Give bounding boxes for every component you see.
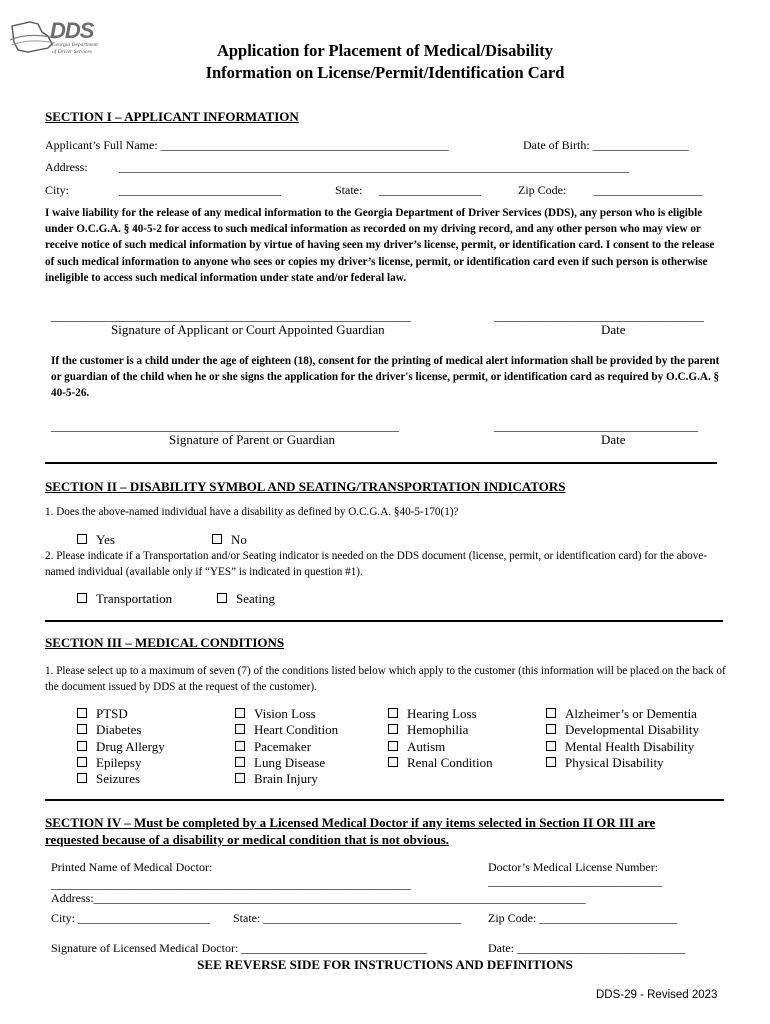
condition-label: Epilepsy: [96, 754, 142, 770]
section-divider: [45, 462, 717, 464]
zip-code-field[interactable]: __________________: [594, 183, 702, 197]
checkbox-icon: [235, 757, 245, 767]
condition-label: Drug Allergy: [96, 738, 165, 754]
condition-pacemaker-checkbox[interactable]: [235, 739, 338, 755]
checkbox-icon: [388, 708, 398, 718]
condition-label: Mental Health Disability: [565, 738, 695, 754]
doctor-printed-name-label: Printed Name of Medical Doctor:: [51, 860, 213, 874]
checkbox-icon: [546, 724, 556, 734]
medical-conditions-instructions: 1. Please select up to a maximum of seven (7) of the conditions listed below which apply to the customer (this information will be placed on the back of the document issued by DDS at the request of the customer).: [45, 665, 726, 694]
checkbox-icon: [546, 741, 556, 751]
yes-label: Yes: [96, 532, 115, 547]
condition-lung-disease-checkbox[interactable]: [235, 755, 338, 771]
doctor-date-field[interactable]: Date: ____________________________: [488, 941, 685, 955]
condition-label: Renal Condition: [407, 754, 493, 770]
checkbox-icon: [546, 708, 556, 718]
condition-autism-checkbox[interactable]: [388, 739, 493, 755]
applicant-date-line[interactable]: ___________________________________: [494, 309, 704, 323]
section-2-heading: SECTION II – DISABILITY SYMBOL AND SEATING/TRANSPORTATION INDICATORS: [45, 479, 566, 494]
checkbox-icon: [217, 593, 227, 603]
conditions-column-4: [546, 706, 699, 771]
condition-drug-allergy-checkbox[interactable]: [77, 739, 165, 755]
condition-brain-injury-checkbox[interactable]: [235, 771, 338, 787]
condition-diabetes-checkbox[interactable]: [77, 722, 165, 738]
condition-hearing-loss-checkbox[interactable]: [388, 706, 493, 722]
condition-label: Developmental Disability: [565, 722, 699, 738]
condition-label: Alzheimer’s or Dementia: [565, 706, 697, 721]
condition-label: Diabetes: [96, 722, 142, 738]
checkbox-icon: [235, 773, 245, 783]
parent-date-label: Date: [601, 432, 626, 447]
yes-checkbox[interactable]: [77, 532, 115, 548]
parent-signature-label: Signature of Parent or Guardian: [169, 432, 336, 447]
section-1-heading: SECTION I – APPLICANT INFORMATION: [45, 109, 299, 124]
checkbox-icon: [77, 757, 87, 767]
applicant-signature-line[interactable]: ____________________________________________________________: [51, 309, 411, 323]
condition-physical-disability-checkbox[interactable]: [546, 755, 699, 771]
section-divider: [45, 799, 724, 801]
condition-label: Vision Loss: [254, 706, 316, 721]
city-field[interactable]: ___________________________: [119, 183, 281, 197]
checkbox-icon: [77, 724, 87, 734]
doctor-printed-name-field[interactable]: ____________________________________________________________: [51, 877, 411, 891]
logo-subtitle-1: Georgia Department: [52, 42, 98, 48]
form-title-line-1: Application for Placement of Medical/Disability: [216, 41, 554, 60]
city-label: City:: [45, 183, 70, 197]
condition-label: Brain Injury: [254, 771, 318, 787]
form-revision-id: DDS-29 - Revised 2023: [596, 989, 718, 1001]
section-divider: [45, 620, 723, 622]
checkbox-icon: [77, 593, 87, 603]
doctor-signature-field[interactable]: Signature of Licensed Medical Doctor: _______________________________: [51, 941, 428, 955]
state-label: State:: [335, 183, 363, 197]
no-checkbox[interactable]: [212, 532, 247, 548]
seating-checkbox[interactable]: [217, 591, 275, 607]
checkbox-icon: [388, 757, 398, 767]
applicant-signature-label: Signature of Applicant or Court Appointed Guardian: [111, 322, 385, 337]
seating-label: Seating: [236, 591, 275, 606]
condition-label: Hemophilia: [407, 722, 469, 738]
condition-alzheimers-checkbox[interactable]: [546, 706, 699, 722]
applicant-full-name-field[interactable]: Applicant’s Full Name: ________________________________________________: [45, 138, 449, 152]
checkbox-icon: [388, 724, 398, 734]
checkbox-icon: [77, 741, 87, 751]
checkbox-icon: [77, 708, 87, 718]
condition-renal-condition-checkbox[interactable]: [388, 755, 493, 771]
zip-code-label: Zip Code:: [518, 183, 567, 197]
parent-signature-line[interactable]: __________________________________________________________: [51, 419, 399, 433]
section-4-heading-line-2: requested because of a disability or medical condition that is not obvious.: [45, 832, 449, 847]
condition-heart-condition-checkbox[interactable]: [235, 722, 338, 738]
condition-label: Physical Disability: [565, 754, 664, 770]
logo-text: DDS: [50, 18, 94, 43]
doctor-state-field[interactable]: State: _________________________________: [233, 911, 462, 925]
condition-label: Hearing Loss: [407, 706, 477, 721]
doctor-license-number-label: Doctor’s Medical License Number:: [488, 860, 659, 874]
conditions-column-3: [388, 706, 493, 771]
applicant-date-label: Date: [601, 322, 626, 337]
doctor-license-number-field[interactable]: _____________________________: [488, 874, 662, 888]
conditions-column-2: [235, 706, 338, 787]
condition-vision-loss-checkbox[interactable]: [235, 706, 338, 722]
date-of-birth-field[interactable]: Date of Birth: ________________: [523, 138, 689, 152]
condition-label: Heart Condition: [254, 722, 339, 738]
conditions-column-1: [77, 706, 165, 787]
section-4-heading-line-1: SECTION IV – Must be completed by a Licensed Medical Doctor if any items selected in Section II OR III are: [45, 815, 656, 830]
checkbox-icon: [235, 741, 245, 751]
condition-label: Seizures: [96, 771, 141, 787]
checkbox-icon: [235, 708, 245, 718]
condition-developmental-disability-checkbox[interactable]: [546, 722, 699, 738]
doctor-address-field[interactable]: Address:__________________________________________________________________________________: [51, 891, 586, 905]
doctor-zip-code-field[interactable]: Zip Code: _______________________: [488, 911, 678, 925]
parent-date-line[interactable]: __________________________________: [494, 419, 698, 433]
condition-epilepsy-checkbox[interactable]: [77, 755, 165, 771]
condition-seizures-checkbox[interactable]: [77, 771, 165, 787]
checkbox-icon: [77, 534, 87, 544]
checkbox-icon: [388, 741, 398, 751]
checkbox-icon: [77, 773, 87, 783]
condition-label: Lung Disease: [254, 754, 326, 770]
address-field[interactable]: _____________________________________________________________________________________: [119, 160, 629, 174]
section-3-heading: SECTION III – MEDICAL CONDITIONS: [45, 635, 285, 650]
checkbox-icon: [235, 724, 245, 734]
logo-subtitle-2: of Driver Services: [52, 49, 93, 55]
transportation-label: Transportation: [96, 591, 173, 606]
no-label: No: [231, 532, 247, 547]
transportation-checkbox[interactable]: [77, 591, 172, 607]
condition-ptsd-checkbox[interactable]: [77, 706, 165, 722]
minor-consent-notice: If the customer is a child under the age of eighteen (18), consent for the printing of medical alert information shall be provided by the parent or guardian of the child when he or she signs the application for the driver's license, permit, or identification card as required by O.C.G.A. § 40-5-26.: [51, 355, 720, 400]
condition-mental-health-disability-checkbox[interactable]: [546, 739, 699, 755]
form-title-line-2: Information on License/Permit/Identification Card: [205, 63, 565, 82]
indicator-question: 2. Please indicate if a Transportation and/or Seating indicator is needed on the DDS document (license, permit, or identification card) for the above-named individual (available only if “YES” is indicated in question #1).: [45, 550, 708, 579]
doctor-city-field[interactable]: City: ______________________: [51, 911, 211, 925]
condition-label: PTSD: [96, 706, 128, 721]
checkbox-icon: [212, 534, 222, 544]
address-label: Address:: [45, 160, 88, 174]
checkbox-icon: [546, 757, 556, 767]
condition-hemophilia-checkbox[interactable]: [388, 722, 493, 738]
condition-label: Pacemaker: [254, 738, 312, 754]
disability-question: 1. Does the above-named individual have a disability as defined by O.C.G.A. §40-5-170(1)?: [45, 506, 459, 518]
condition-label: Autism: [407, 738, 446, 754]
liability-waiver-text: I waive liability for the release of any medical information to the Georgia Department of Driver Services (DDS), any person who is eligible under O.C.G.A. § 40-5-2 for access to such medical information as recorded on my driving record, and any other person who may view or receive notice of such medical information by virtue of having seen my driver’s license, permit, or identification card. I consent to the release of such medical information to anyone who sees or copies my driver’s license, permit, or identification card even if such person is otherwise ineligible to access such medical information under state and/or federal law.: [45, 207, 715, 284]
state-field[interactable]: _________________: [379, 183, 481, 197]
reverse-side-note: SEE REVERSE SIDE FOR INSTRUCTIONS AND DEFINITIONS: [197, 957, 573, 972]
